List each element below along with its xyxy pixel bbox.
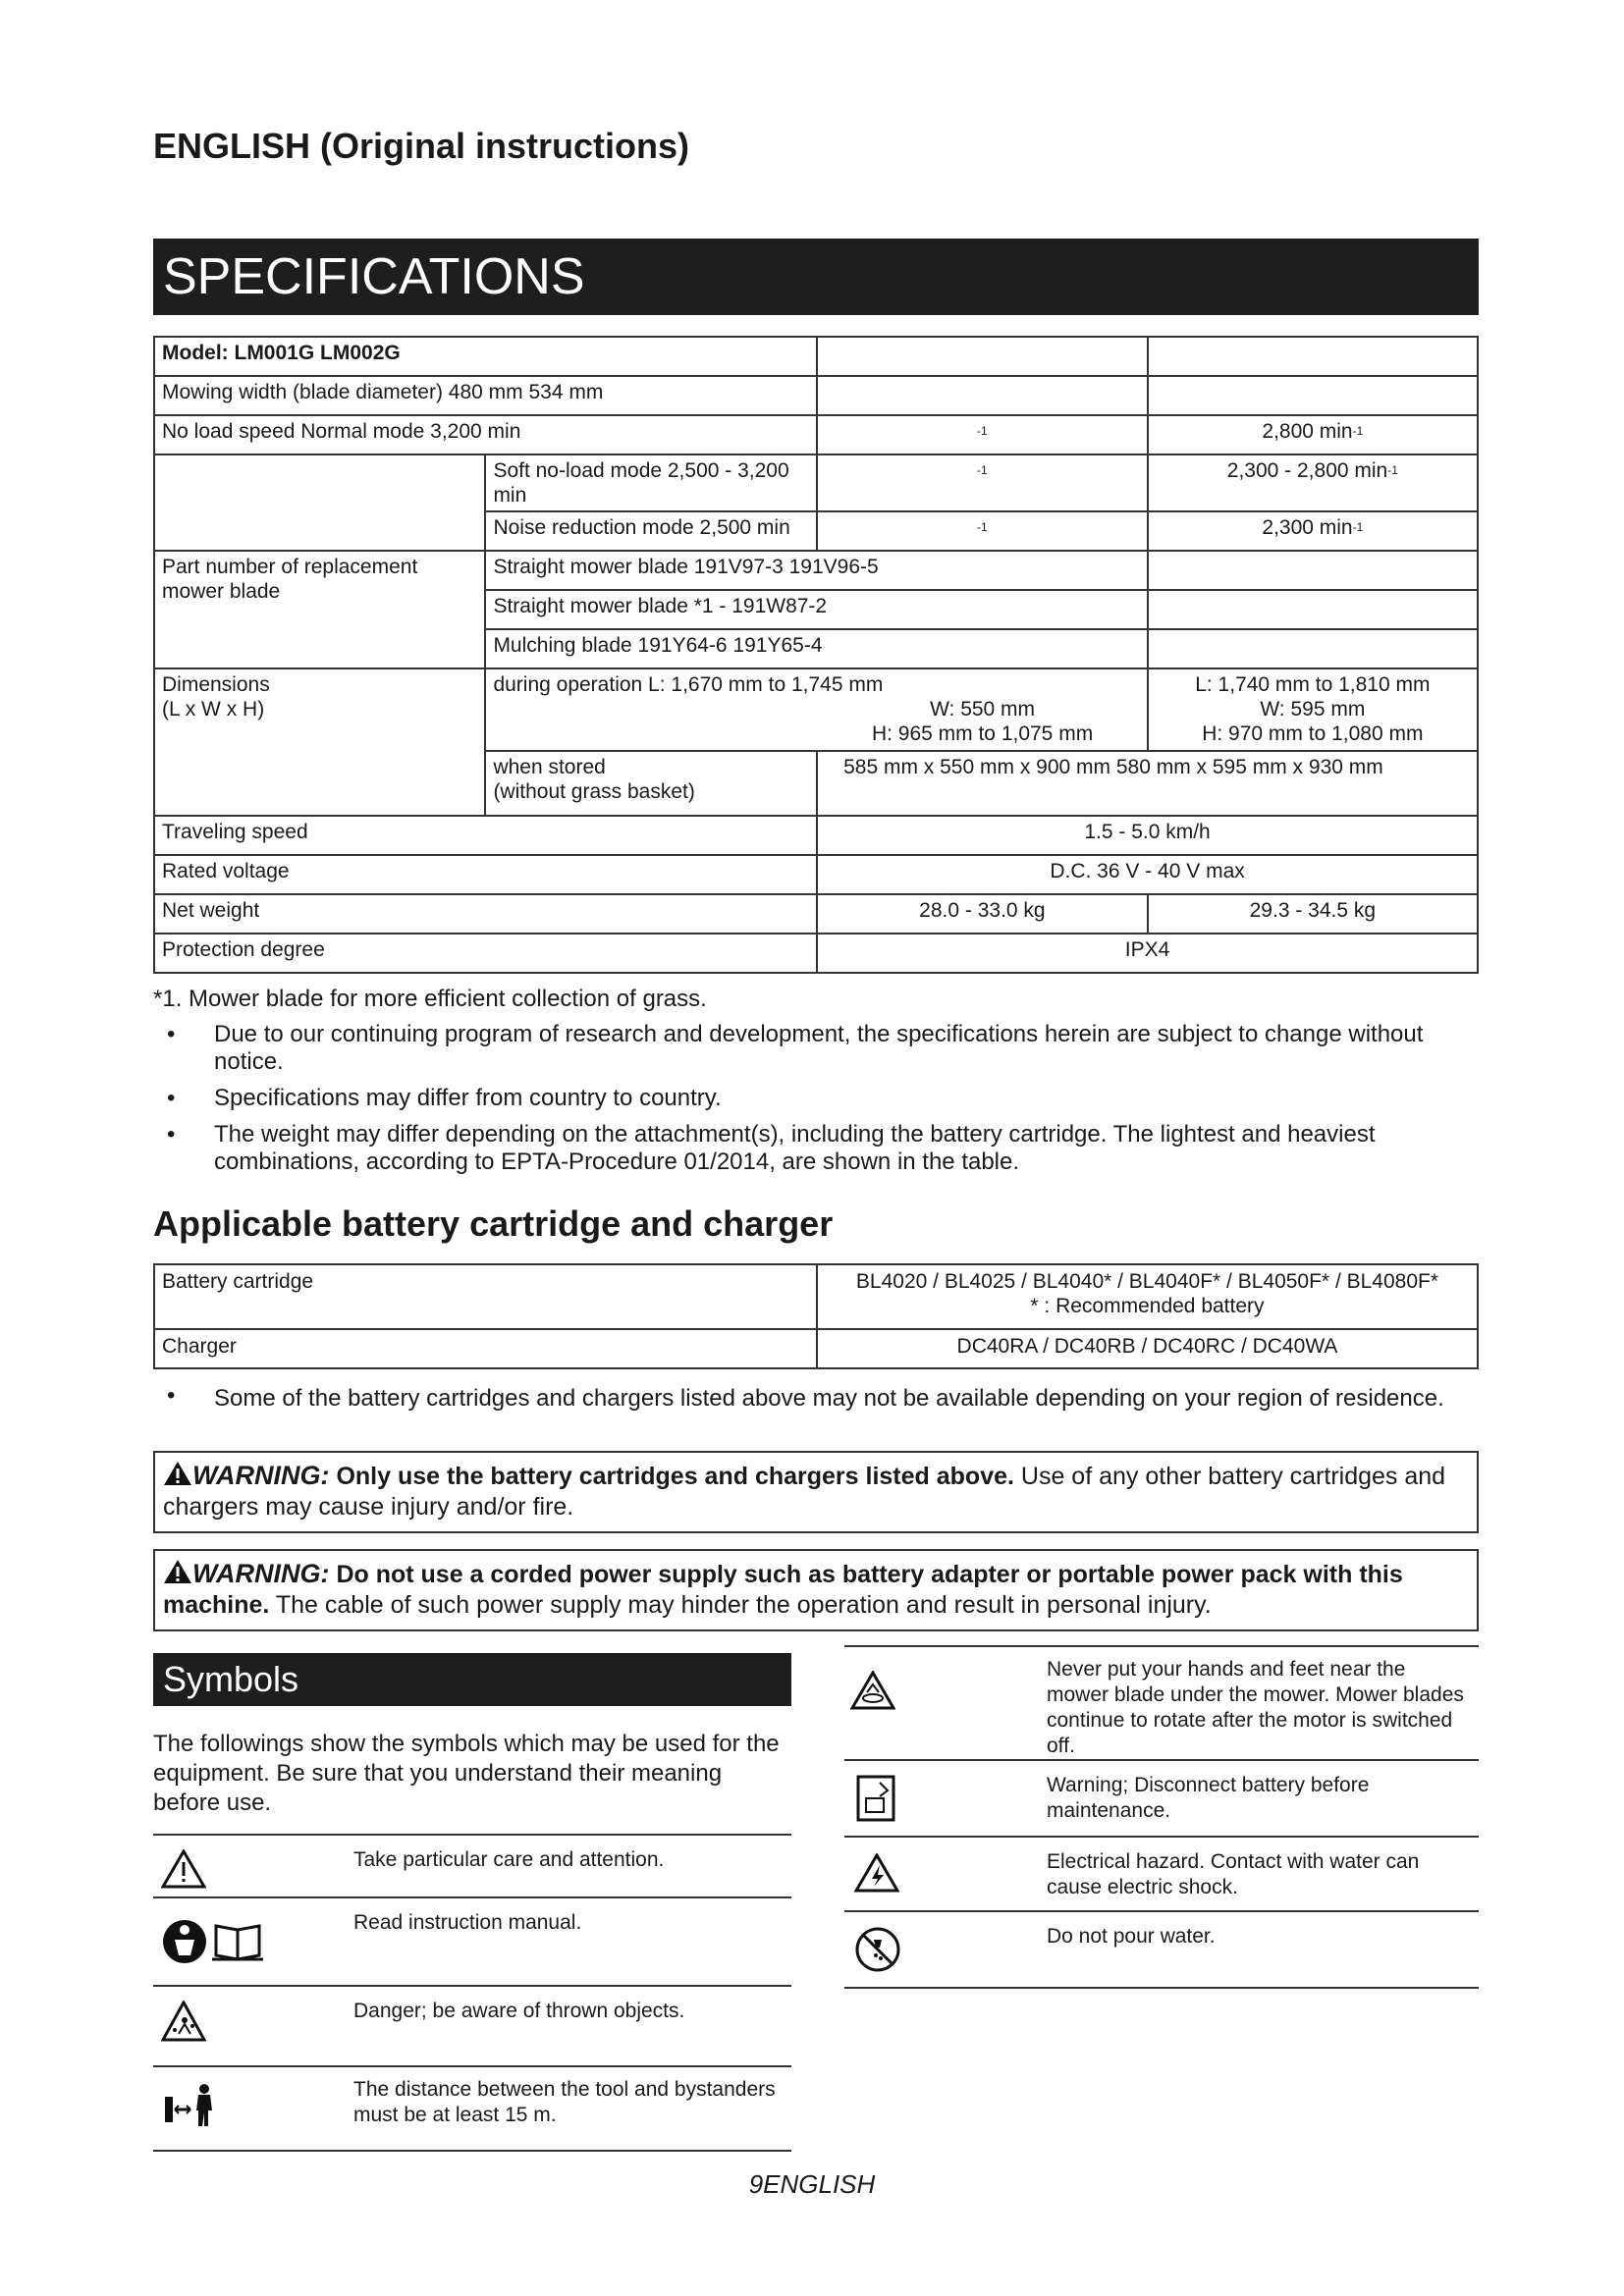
table-row xyxy=(154,855,1478,894)
no-water-icon xyxy=(854,1926,901,1973)
table-row: No load speed Normal mode 3,200 min $^{-1}$ 2,800 $\min^{-1}$ xyxy=(154,415,1478,454)
table-row xyxy=(154,894,1478,934)
warning-2-bold: Do not use a corded power supply such as battery adapter or portable power pack with this machine. xyxy=(163,1561,1403,1619)
warning-label: WARNING: xyxy=(192,1559,330,1588)
table-row xyxy=(154,668,1478,751)
list-item: The distance between the tool and bystanders must be at least 15 m. xyxy=(153,2067,791,2152)
battery-availability-note: • Some of the battery cartridges and chargers listed above may not be available depending on your region of residence. xyxy=(167,1382,1444,1412)
unit-superscript: -1 xyxy=(977,424,988,438)
mowing-width-cell: Mowing width (blade diameter) 480 mm 534 mm xyxy=(154,376,817,415)
rated-voltage-label: Rated voltage xyxy=(154,855,817,894)
when-stored-label: when stored xyxy=(493,756,606,778)
symbols-intro: The followings show the symbols which may be used for the equipment. Be sure that you understand their meaning before use. xyxy=(153,1731,780,1816)
op-h-lm001g: H: 965 mm to 1,075 mm xyxy=(871,722,1094,745)
list-item: Read instruction manual. xyxy=(153,1898,791,1987)
net-weight-lm001g: 28.0 - 33.0 kg xyxy=(817,894,1148,934)
op-h-lm002g: H: 970 mm to 1,080 mm xyxy=(1202,722,1424,745)
footnote: *1. Mower blade for more efficient collection of grass. xyxy=(153,986,707,1012)
soft-mode-cell: Soft no-load mode 2,500 - 3,200 min xyxy=(485,454,817,511)
warning-1-text: Use of any other battery cartridges and chargers may cause injury and/or fire. xyxy=(163,1463,1446,1521)
op-w-lm002g: W: 595 mm xyxy=(1260,698,1366,721)
warning-icon xyxy=(163,1559,192,1584)
recommended-note: * : Recommended battery xyxy=(1030,1295,1265,1317)
net-weight-lm002g: 29.3 - 34.5 kg xyxy=(1148,894,1478,934)
table-row xyxy=(154,1264,1478,1329)
table-row xyxy=(154,337,1478,376)
specifications-table xyxy=(153,336,1479,974)
dimensions-sublabel: (L x W x H) xyxy=(162,698,265,721)
soft-mode-lm002g: 2,300 - 2,800 min xyxy=(1226,459,1388,482)
read-manual-icon xyxy=(161,1912,269,1971)
battery-cartridge-models: BL4020 / BL4025 / BL4040* / BL4040F* / BL4050F* / BL4080F* xyxy=(855,1270,1439,1293)
battery-table xyxy=(153,1263,1479,1369)
battery-cartridge-label: Battery cartridge xyxy=(154,1264,817,1329)
spec-note-2: • Specifications may differ from country to country. xyxy=(167,1085,722,1111)
list-item: Danger; be aware of thrown objects. xyxy=(153,1987,791,2067)
dimensions-label: Dimensions xyxy=(162,673,270,696)
model-cell: Model: LM001G LM002G xyxy=(154,337,817,376)
op-w-lm001g: W: 550 mm xyxy=(930,698,1036,721)
warning-2-text: The cable of such power supply may hinder the operation and result in personal injury. xyxy=(269,1591,1212,1619)
list-item: Warning; Disconnect battery before maintenance. xyxy=(844,1761,1479,1838)
page-header-title: ENGLISH (Original instructions) xyxy=(153,126,690,166)
table-row xyxy=(154,376,1478,415)
disconnect-battery-icon xyxy=(856,1775,895,1822)
rated-voltage-value: D.C. 36 V - 40 V max xyxy=(817,855,1478,894)
warning-label: WARNING: xyxy=(192,1461,330,1490)
table-row xyxy=(154,1329,1478,1368)
table-row xyxy=(154,816,1478,855)
page-footer: 9ENGLISH xyxy=(748,2169,876,2199)
electrical-hazard-icon xyxy=(854,1853,899,1895)
protection-value: IPX4 xyxy=(817,934,1478,973)
stored-dims-cell: 585 mm x 550 mm x 900 mm 580 mm x 595 mm x 930 mm xyxy=(817,751,1478,816)
speed-normal-lm002g: 2,800 min xyxy=(1262,420,1353,443)
during-operation-cell: during operation L: 1,670 mm to 1,745 mm xyxy=(493,673,884,696)
spec-note-3: • The weight may differ depending on the attachment(s), including the battery cartridge. The lightest and heaviest combinations, according to EPTA-Procedure 01/2014, are shown in the table. xyxy=(167,1121,1376,1175)
warning-box-battery xyxy=(153,1451,1479,1533)
list-item: Do not pour water. xyxy=(844,1912,1479,1989)
bullet: • xyxy=(167,1021,176,1047)
spec-note-1: • Due to our continuing program of research and development, the specifications herein are subject to change without notice. xyxy=(167,1021,1424,1075)
bullet: • xyxy=(167,1382,176,1409)
bullet: • xyxy=(167,1121,176,1148)
specifications-heading: SPECIFICATIONS xyxy=(153,239,1479,315)
straight-blade-cell: Straight mower blade 191V97-3 191V96-5 xyxy=(485,551,1147,590)
traveling-speed-label: Traveling speed xyxy=(154,816,817,855)
mulching-blade-cell: Mulching blade 191Y64-6 191Y65-4 xyxy=(485,629,1147,668)
protection-label: Protection degree xyxy=(154,934,817,973)
table-row: Soft no-load mode 2,500 - 3,200 min $^{-1}$ 2,300 - 2,800 $\min^{-1}$ xyxy=(154,454,1478,511)
table-row xyxy=(154,934,1478,973)
bullet: • xyxy=(167,1085,176,1111)
thrown-objects-icon xyxy=(161,2001,206,2044)
blade-hands-feet-icon xyxy=(850,1671,895,1712)
noise-mode-lm002g: 2,300 min xyxy=(1262,516,1353,539)
part-number-label: Part number of replacement mower blade xyxy=(154,551,485,668)
charger-label: Charger xyxy=(154,1329,817,1368)
net-weight-label: Net weight xyxy=(154,894,817,934)
warning-icon xyxy=(163,1461,192,1486)
warning-triangle-icon xyxy=(161,1849,206,1889)
warning-1-bold: Only use the battery cartridges and chargers listed above. xyxy=(336,1463,1014,1490)
list-item: Never put your hands and feet near the mower blade under the mower. Mower blades continue to rotate after the motor is switched off. xyxy=(844,1647,1479,1761)
list-item: Take particular care and attention. xyxy=(153,1836,791,1898)
bystander-distance-icon xyxy=(161,2081,224,2130)
no-load-speed-cell: No load speed Normal mode 3,200 min xyxy=(154,415,817,454)
noise-mode-cell: Noise reduction mode 2,500 min xyxy=(485,511,817,551)
straight-blade-1-cell: Straight mower blade *1 - 191W87-2 xyxy=(485,590,1147,629)
table-row xyxy=(154,551,1478,590)
warning-box-corded xyxy=(153,1549,1479,1631)
charger-models: DC40RA / DC40RB / DC40RC / DC40WA xyxy=(817,1329,1478,1368)
without-basket-label: (without grass basket) xyxy=(493,780,695,803)
table-row: Noise reduction mode 2,500 min $^{-1}$ 2,300 $\min^{-1}$ xyxy=(154,511,1478,551)
symbols-heading: Symbols xyxy=(153,1653,791,1706)
list-item: Electrical hazard. Contact with water can cause electric shock. xyxy=(844,1838,1479,1912)
op-l-lm002g: L: 1,740 mm to 1,810 mm xyxy=(1195,673,1431,696)
traveling-speed-value: 1.5 - 5.0 km/h xyxy=(817,816,1478,855)
battery-heading: Applicable battery cartridge and charger xyxy=(153,1203,834,1244)
